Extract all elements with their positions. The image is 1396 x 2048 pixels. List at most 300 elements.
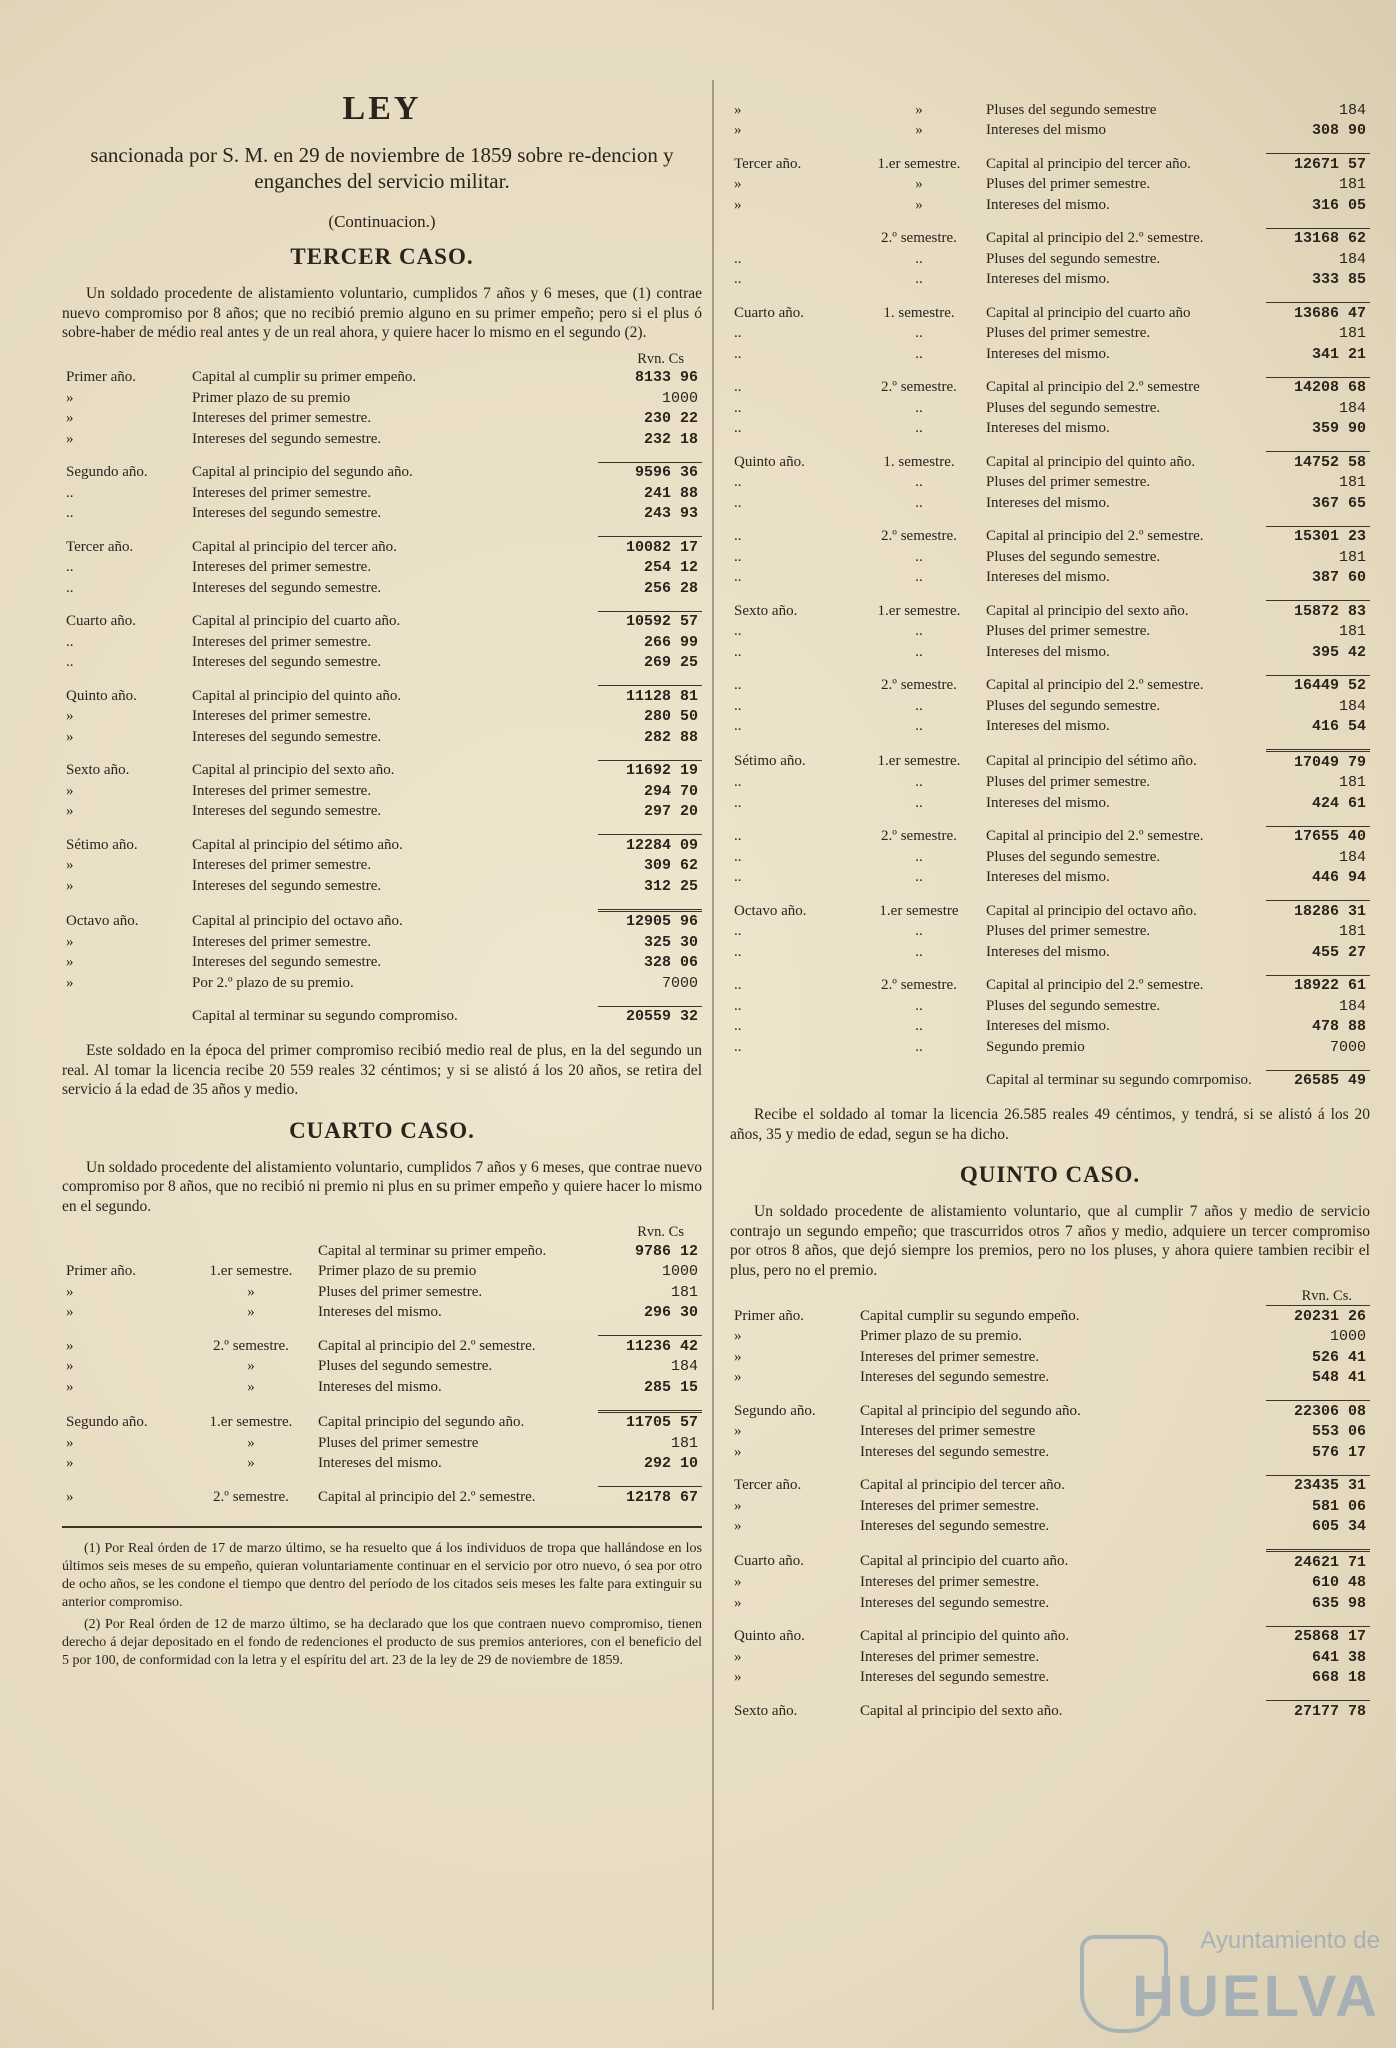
row-amount: 359 90 <box>1311 420 1366 438</box>
ledger-row <box>62 876 702 897</box>
row-amount: 241 88 <box>643 484 698 502</box>
row-period: » <box>734 1648 742 1665</box>
row-description: Intereses del segundo semestre. <box>192 430 382 447</box>
row-semester: » <box>915 176 923 193</box>
row-description: Primer plazo de su premio <box>318 1263 477 1280</box>
row-period: .. <box>66 484 74 501</box>
case-5-heading: QUINTO CASO. <box>959 1162 1141 1187</box>
law-subtitle: sancionada por S. M. en 29 de noviembre de 1859 sobre re-dencion y enganches del servicio militar. <box>90 143 674 193</box>
row-period: Primer año. <box>66 369 136 386</box>
ledger-row <box>730 1347 1370 1368</box>
row-description: Intereses del primer semestre. <box>192 633 372 650</box>
row-period: .. <box>66 654 74 671</box>
row-amount: 13168 62 <box>1266 228 1370 249</box>
spacer-cell <box>730 1058 1370 1071</box>
row-semester: .. <box>915 399 923 416</box>
ledger-row <box>730 270 1370 291</box>
right-column <box>730 100 1370 1722</box>
spacer-cell <box>62 1474 702 1487</box>
spacer-cell <box>730 963 1370 976</box>
row-period: » <box>66 1358 74 1375</box>
row-semester: » <box>247 1378 255 1395</box>
footnote-2: (2) Por Real órden de 12 de marzo último, se ha declarado que los que contraen nuevo compromiso, tienen derecho á dejar depositado en el fondo de redenciones el producto de sus premios anteriores, con el beneficio del 5 por 100, de conformidad con la letra y el espíritu del art. 23 de la ley de 29 de noviembre de 1859. <box>62 1616 702 1668</box>
spacer-cell <box>730 888 1370 901</box>
row-period: .. <box>734 774 742 791</box>
spacer-cell <box>730 1388 1370 1401</box>
ledger-row <box>730 249 1370 270</box>
ledger-row <box>730 452 1370 473</box>
row-description: Intereses del mismo. <box>986 420 1110 437</box>
row-description: Capital al principio del sexto año. <box>986 602 1189 619</box>
row-description: Pluses del segundo semestre. <box>986 848 1161 865</box>
row-description: Capital al principio del 2.º semestre. <box>318 1488 536 1505</box>
ledger-row <box>730 568 1370 589</box>
row-semester: .. <box>915 420 923 437</box>
spacer-cell <box>62 822 702 835</box>
row-semester: .. <box>915 548 923 565</box>
case-4-intro: Un soldado procedente del alistamiento voluntario, cumplidos 7 años y 6 meses, que contrae nuevo compromiso por 8 años, que no recibió ni premio ni plus en su primer empeño y quiere hacer lo mismo en el segundo. <box>62 1158 702 1215</box>
row-period: » <box>734 1574 742 1591</box>
row-period: .. <box>734 420 742 437</box>
row-description: Capital al principio del cuarto año <box>986 304 1191 321</box>
row-semester: » <box>247 1455 255 1472</box>
row-semester: » <box>247 1434 255 1451</box>
row-period: » <box>66 389 74 406</box>
row-period: Sétimo año. <box>66 836 138 853</box>
row-semester: .. <box>915 569 923 586</box>
row-description: Intereses del mismo. <box>986 643 1110 660</box>
case-4-ledger-continued <box>730 100 1370 1091</box>
row-description: Intereses del mismo. <box>986 794 1110 811</box>
row-amount: 184 <box>1338 697 1366 715</box>
row-period: » <box>66 877 74 894</box>
row-description: Intereses del segundo semestre. <box>192 505 382 522</box>
row-semester: » <box>247 1283 255 1300</box>
row-period: » <box>66 857 74 874</box>
ledger-row <box>62 504 702 525</box>
row-description: Intereses del primer semestre. <box>192 708 372 725</box>
row-semester: » <box>915 122 923 139</box>
row-amount: 635 98 <box>1311 1594 1366 1612</box>
row-amount: 266 99 <box>643 633 698 651</box>
row-amount: 184 <box>1338 101 1366 119</box>
row-description: Capital al principio del tercer año. <box>860 1477 1065 1493</box>
ledger-row <box>62 1357 702 1378</box>
row-period: .. <box>66 559 74 576</box>
row-spacer <box>730 365 1370 378</box>
ledger-row <box>62 1336 702 1357</box>
row-spacer <box>62 524 702 537</box>
row-description: Intereses del mismo. <box>986 869 1110 886</box>
row-period: » <box>734 1594 742 1611</box>
row-period: .. <box>66 633 74 650</box>
row-amount: 308 90 <box>1311 122 1366 140</box>
ledger-row <box>730 975 1370 996</box>
row-spacer <box>730 1058 1370 1071</box>
ledger-row <box>730 526 1370 547</box>
row-description: Intereses del mismo. <box>318 1378 442 1395</box>
spacer-cell <box>730 290 1370 303</box>
ledger-row <box>730 1401 1370 1422</box>
row-semester: .. <box>915 697 923 714</box>
spacer-cell <box>730 663 1370 676</box>
row-period: .. <box>734 623 742 640</box>
row-description: Pluses del primer semestre. <box>986 325 1151 342</box>
ledger-row <box>730 344 1370 365</box>
row-description: Capital al terminar su primer empeño. <box>318 1242 547 1259</box>
row-amount: 9786 12 <box>634 1242 698 1260</box>
row-spacer <box>730 1463 1370 1476</box>
ledger-row <box>730 901 1370 922</box>
row-period: .. <box>734 569 742 586</box>
row-amount: 181 <box>1338 325 1366 343</box>
ledger-row <box>730 100 1370 121</box>
ledger-row <box>62 686 702 707</box>
row-semester: .. <box>915 474 923 491</box>
row-spacer <box>730 737 1370 751</box>
row-period: .. <box>734 250 742 267</box>
spacer-cell <box>730 514 1370 527</box>
row-amount: 641 38 <box>1311 1648 1366 1666</box>
watermark-line-2: HUELVA <box>1132 1964 1380 2029</box>
row-semester: 2.º semestre. <box>881 379 957 395</box>
row-semester: » <box>247 1304 255 1321</box>
row-amount: 11692 19 <box>598 760 702 781</box>
row-semester: .. <box>915 623 923 640</box>
row-description: Intereses del primer semestre. <box>860 1497 1040 1514</box>
ledger-row <box>62 653 702 674</box>
row-semester: .. <box>915 718 923 735</box>
case-5-unit: Rvn. Cs. <box>1301 1288 1352 1304</box>
ledger-row <box>730 773 1370 794</box>
row-period: » <box>734 196 742 213</box>
row-spacer <box>62 897 702 911</box>
row-description: Intereses del primer semestre. <box>860 1574 1040 1591</box>
row-semester: 2.º semestre. <box>881 677 957 693</box>
ledger-row <box>730 303 1370 324</box>
row-amount: 181 <box>670 1434 698 1452</box>
row-spacer <box>730 290 1370 303</box>
ledger-row <box>62 1006 702 1027</box>
continuation-note: (Continuacion.) <box>328 212 436 231</box>
row-spacer <box>62 1398 702 1412</box>
row-amount: 1000 <box>1329 1328 1366 1346</box>
row-spacer <box>730 514 1370 527</box>
ledger-row <box>730 493 1370 514</box>
case-4-unit: Rvn. Cs <box>637 1224 684 1240</box>
row-amount: 15301 23 <box>1266 526 1370 547</box>
row-description: Intereses del primer semestre. <box>192 484 372 501</box>
ledger-row <box>730 675 1370 696</box>
row-amount: 181 <box>1338 774 1366 792</box>
row-period: .. <box>734 325 742 342</box>
row-description: Intereses del mismo. <box>986 345 1110 362</box>
row-semester: » <box>915 196 923 213</box>
row-description: Capital al cumplir su primer empeño. <box>192 369 417 386</box>
row-amount: 325 30 <box>643 933 698 951</box>
ledger-row <box>62 632 702 653</box>
ledger-row <box>62 429 702 450</box>
spacer-cell <box>62 748 702 761</box>
row-description: Capital al principio del sétimo año. <box>192 836 403 853</box>
left-column <box>62 90 702 1674</box>
ledger-row <box>730 154 1370 175</box>
row-amount: 282 88 <box>643 728 698 746</box>
row-spacer <box>62 994 702 1007</box>
row-amount: 446 94 <box>1311 869 1366 887</box>
row-description: Intereses del primer semestre. <box>192 782 372 799</box>
ledger-row <box>730 1368 1370 1389</box>
ledger-row <box>62 1377 702 1398</box>
ledger-row <box>62 558 702 579</box>
row-period: Octavo año. <box>66 912 139 929</box>
ledger-row <box>730 1037 1370 1058</box>
row-semester: 2.º semestre. <box>881 230 957 246</box>
row-amount: 17655 40 <box>1266 826 1370 847</box>
case-5-ledger <box>730 1305 1370 1722</box>
ledger-row <box>730 1701 1370 1722</box>
ledger-row <box>730 1626 1370 1647</box>
row-spacer <box>730 1614 1370 1627</box>
ledger-row <box>730 717 1370 738</box>
ledger-row <box>730 1593 1370 1614</box>
spacer-cell <box>62 994 702 1007</box>
row-amount: 243 93 <box>643 505 698 523</box>
row-semester: 1.er semestre. <box>209 1263 293 1280</box>
row-amount: 553 06 <box>1311 1423 1366 1441</box>
row-semester: .. <box>915 1018 923 1035</box>
row-period: .. <box>734 997 742 1014</box>
row-period: Sexto año. <box>734 1702 798 1719</box>
row-amount: 1000 <box>661 1263 698 1281</box>
row-period: » <box>66 1455 74 1472</box>
row-period: Tercer año. <box>66 538 134 555</box>
ledger-row <box>730 922 1370 943</box>
row-amount: 17049 79 <box>1266 751 1370 773</box>
row-description: Intereses del segundo semestre. <box>192 579 382 596</box>
footnotes <box>62 1526 702 1670</box>
row-semester: 1. semestre. <box>883 453 955 470</box>
row-amount: 395 42 <box>1311 643 1366 661</box>
row-description: Intereses del segundo semestre. <box>192 654 382 671</box>
row-amount: 416 54 <box>1311 718 1366 736</box>
row-amount: 181 <box>670 1283 698 1301</box>
row-description: Intereses del primer semestre. <box>860 1348 1040 1365</box>
row-semester: 1.er semestre. <box>209 1413 293 1430</box>
row-period: Segundo año. <box>66 1413 148 1430</box>
row-description: Capital al principio del segundo año. <box>860 1402 1081 1419</box>
row-amount: 181 <box>1338 474 1366 492</box>
ledger-row <box>62 1454 702 1475</box>
row-spacer <box>730 439 1370 452</box>
row-semester <box>188 1241 314 1262</box>
row-spacer <box>62 673 702 686</box>
row-period: .. <box>734 943 742 960</box>
row-spacer <box>730 888 1370 901</box>
row-amount: 181 <box>1338 548 1366 566</box>
row-description: Intereses del segundo semestre. <box>192 877 382 894</box>
row-period: Primer año. <box>734 1307 804 1324</box>
row-amount: 548 41 <box>1311 1369 1366 1387</box>
row-description: Capital al principio del 2.º semestre. <box>986 230 1204 246</box>
row-period <box>730 1070 856 1091</box>
row-period: .. <box>734 379 742 395</box>
ledger-row <box>730 1327 1370 1348</box>
row-description: Capital al principio del tercer año. <box>192 538 397 555</box>
row-description: Capital al principio del quinto año. <box>986 453 1196 470</box>
row-semester: 2.º semestre. <box>881 977 957 993</box>
ledger-row <box>730 1551 1370 1573</box>
row-description: Capital al principio del tercer año. <box>986 155 1191 172</box>
ledger-row <box>62 1241 702 1262</box>
row-amount: 20559 32 <box>598 1006 702 1027</box>
row-semester: » <box>247 1358 255 1375</box>
ledger-row <box>62 1282 702 1303</box>
row-description: Intereses del mismo. <box>318 1304 442 1321</box>
case-3-unit: Rvn. Cs <box>637 350 684 367</box>
row-semester: .. <box>915 869 923 886</box>
row-period: » <box>66 933 74 950</box>
row-period: » <box>66 1304 74 1321</box>
ledger-row <box>730 473 1370 494</box>
row-period: .. <box>734 528 742 544</box>
row-period: » <box>734 1443 742 1460</box>
ledger-row <box>730 1306 1370 1327</box>
row-spacer <box>730 1388 1370 1401</box>
row-period: .. <box>734 643 742 660</box>
case-3-intro: Un soldado procedente de alistamiento voluntario, cumplidos 7 años y 6 meses, que (1) contrae nuevo compromiso por 8 años; que no recibió premio alguno en su primer empeño; pero si el plus ó sobre-haber de médio real antes y de un real ahora, y quiere hacer lo mismo en el segundo (2). <box>62 285 702 341</box>
row-description: Pluses del primer semestre. <box>986 176 1151 193</box>
spacer-cell <box>730 1614 1370 1627</box>
row-period: .. <box>66 505 74 522</box>
row-description: Pluses del segundo semestre. <box>986 250 1161 267</box>
row-description: Intereses del mismo. <box>318 1455 442 1472</box>
row-spacer <box>730 1537 1370 1551</box>
row-spacer <box>730 814 1370 827</box>
watermark-line-1: Ayuntamiento de <box>1200 1927 1380 1954</box>
row-period: » <box>66 410 74 427</box>
row-amount: 18922 61 <box>1266 975 1370 996</box>
ledger-row <box>730 195 1370 216</box>
row-period: .. <box>734 677 742 693</box>
row-amount: 309 62 <box>643 857 698 875</box>
row-amount: 14208 68 <box>1266 377 1370 398</box>
row-amount: 184 <box>1338 848 1366 866</box>
row-amount: 424 61 <box>1311 794 1366 812</box>
row-semester: .. <box>915 643 923 660</box>
row-description: Intereses del primer semestre <box>860 1423 1036 1440</box>
row-description: Intereses del segundo semestre. <box>860 1518 1050 1535</box>
row-period: .. <box>66 579 74 596</box>
row-amount: 297 20 <box>643 803 698 821</box>
ledger-row <box>730 793 1370 814</box>
spacer-cell <box>730 439 1370 452</box>
row-description: Pluses del segundo semestre. <box>986 399 1161 416</box>
ledger-row <box>62 1411 702 1433</box>
row-semester: 2.º semestre. <box>881 828 957 844</box>
ledger-row <box>730 1070 1370 1091</box>
row-amount: 367 65 <box>1311 494 1366 512</box>
row-amount: 184 <box>1338 250 1366 268</box>
row-description: Intereses del mismo. <box>986 943 1110 960</box>
row-semester: 1.er semestre. <box>877 602 961 619</box>
row-description: Intereses del mismo. <box>986 1018 1110 1035</box>
row-description: Pluses del primer semestre. <box>986 774 1151 791</box>
row-period: » <box>734 1369 742 1386</box>
footnote-1: (1) Por Real órden de 17 de marzo último, se ha resuelto que á los individuos de tropa que hallándose en los últimos seis meses de su empeño, quieran voluntariamente continuar en el servicio por otro nuevo, ó sea por otro de ocho años, se les condone el tiempo que dentro del período de los citados seis meses les falte para extinguir su anterior compromiso. <box>62 1540 702 1610</box>
row-description: Pluses del primer semestre <box>318 1434 479 1451</box>
ledger-row <box>62 483 702 504</box>
row-semester: .. <box>915 997 923 1014</box>
row-period: Quinto año. <box>66 687 137 704</box>
row-description: Primer plazo de su premio. <box>860 1328 1023 1345</box>
ledger-row <box>62 1487 702 1508</box>
ledger-row <box>730 1573 1370 1594</box>
ledger-row <box>62 973 702 994</box>
row-amount: 10082 17 <box>598 537 702 558</box>
ledger-row <box>730 1647 1370 1668</box>
case-4-closing: Recibe el soldado al tomar la licencia 26.585 reales 49 céntimos, y tendrá, si se alistó á los 20 años, 35 y medio de edad, segun se ha dicho. <box>730 1106 1370 1143</box>
row-period: » <box>734 1518 742 1535</box>
row-amount: 11128 81 <box>598 686 702 707</box>
row-period: » <box>734 1328 742 1345</box>
row-period: .. <box>734 1038 742 1055</box>
row-period: » <box>66 1337 74 1354</box>
row-amount: 181 <box>1338 623 1366 641</box>
row-spacer <box>62 599 702 612</box>
case-4-heading: CUARTO CASO. <box>289 1117 475 1143</box>
row-semester: » <box>915 101 923 118</box>
row-period: .. <box>734 271 742 288</box>
row-description: Capital al principio del sexto año. <box>860 1702 1063 1719</box>
row-description: Intereses del segundo semestre. <box>192 728 382 745</box>
row-period: .. <box>734 828 742 844</box>
row-amount: 478 88 <box>1311 1018 1366 1036</box>
ledger-row <box>730 622 1370 643</box>
row-period: » <box>66 954 74 971</box>
case-4-ledger <box>62 1241 702 1508</box>
row-amount: 14752 58 <box>1266 452 1370 473</box>
row-semester: .. <box>915 1038 923 1055</box>
spacer-cell <box>730 1463 1370 1476</box>
row-description: Intereses del primer semestre. <box>860 1648 1040 1665</box>
row-amount: 668 18 <box>1311 1669 1366 1687</box>
ledger-row <box>62 1433 702 1454</box>
row-description: Intereses del segundo semestre. <box>860 1594 1050 1611</box>
row-description: Pluses del segundo semestre <box>986 101 1157 118</box>
row-amount: 296 30 <box>643 1304 698 1322</box>
row-period: Tercer año. <box>734 155 802 172</box>
row-description: Intereses del mismo. <box>986 196 1110 213</box>
spacer-cell <box>62 1323 702 1336</box>
row-amount: 333 85 <box>1311 271 1366 289</box>
row-amount: 316 05 <box>1311 196 1366 214</box>
ledger-row <box>730 826 1370 847</box>
row-period: » <box>66 1434 74 1451</box>
row-period: » <box>66 974 74 991</box>
row-description: Intereses del mismo. <box>986 494 1110 511</box>
row-description: Intereses del mismo. <box>986 569 1110 586</box>
row-semester: .. <box>915 848 923 865</box>
row-amount: 256 28 <box>643 579 698 597</box>
row-period: » <box>66 1488 74 1505</box>
row-amount: 576 17 <box>1311 1443 1366 1461</box>
row-period: » <box>734 101 742 118</box>
ledger-row <box>730 601 1370 622</box>
row-period: .. <box>734 494 742 511</box>
row-description: Por 2.º plazo de su premio. <box>192 974 354 991</box>
ledger-row <box>62 856 702 877</box>
